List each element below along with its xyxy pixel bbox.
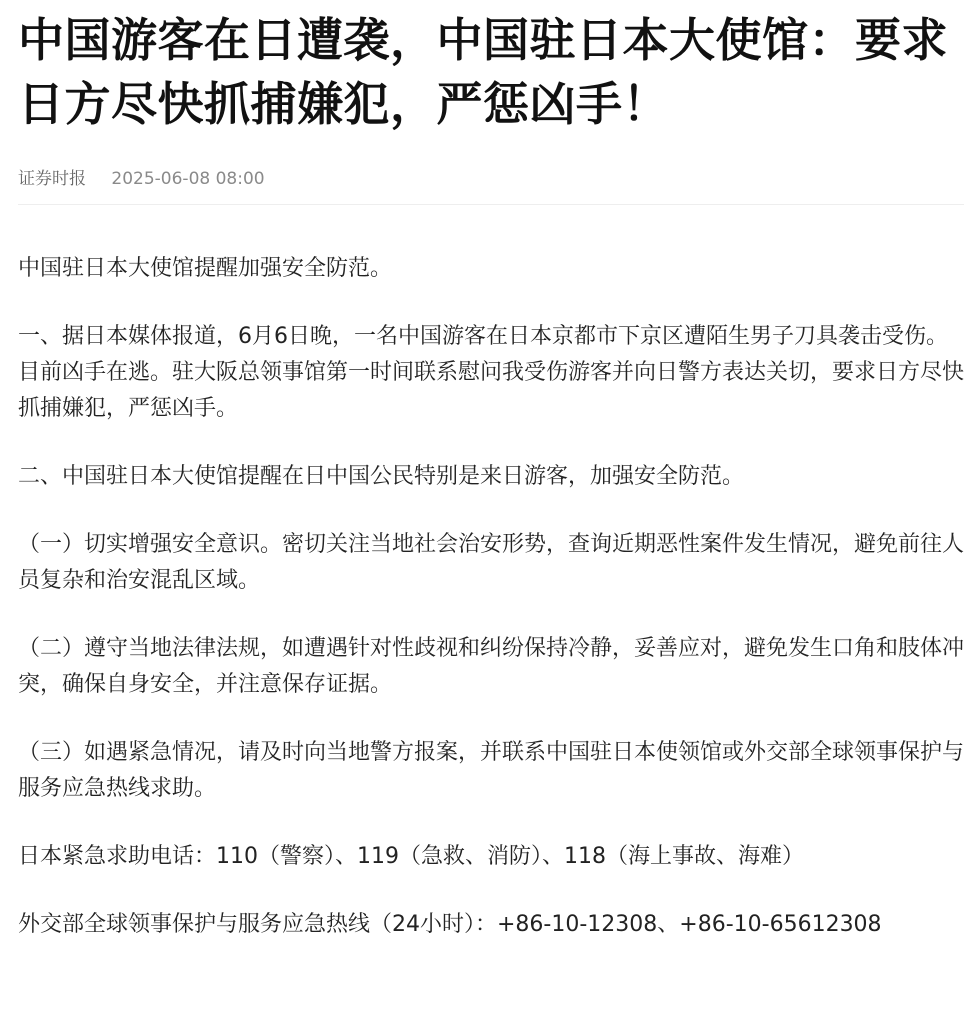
article-body [18, 251, 964, 943]
meta-divider [18, 204, 964, 205]
paragraph-incident: 一、据日本媒体报道，6月6日晚，一名中国游客在日本京都市下京区遭陌生男子刀具袭击受伤。目前凶手在逃。驻大阪总领事馆第一时间联系慰问我受伤游客并向日警方表达关切，要求日方尽快抓捕嫌犯，严惩凶手。 [18, 324, 965, 421]
paragraph-reminder: 二、中国驻日本大使馆提醒在日中国公民特别是来日游客，加强安全防范。 [18, 464, 745, 489]
paragraph-advice-2: （二）遵守当地法律法规，如遭遇针对性歧视和纠纷保持冷静，妥善应对，避免发生口角和肢体冲突，确保自身安全，并注意保存证据。 [18, 636, 965, 697]
article-title: 中国游客在日遭袭，中国驻日本大使馆：要求日方尽快抓捕嫌犯，严惩凶手！ [18, 13, 948, 131]
article-source[interactable]: 证券时报 [18, 169, 86, 189]
paragraph-advice-3: （三）如遇紧急情况，请及时向当地警方报案，并联系中国驻日本使领馆或外交部全球领事保护与服务应急热线求助。 [18, 740, 965, 801]
article-date: 2025-06-08 08:00 [111, 169, 265, 189]
paragraph-intro: 中国驻日本大使馆提醒加强安全防范。 [18, 256, 393, 281]
paragraph-advice-1: （一）切实增强安全意识。密切关注当地社会治安形势，查询近期恶性案件发生情况，避免前往人员复杂和治安混乱区域。 [18, 532, 965, 593]
paragraph-emergency-numbers: 日本紧急求助电话：110（警察）、119（急救、消防）、118（海上事故、海难） [18, 844, 804, 869]
article-meta [18, 168, 964, 190]
article [18, 0, 964, 975]
paragraph-hotline: 外交部全球领事保护与服务应急热线（24小时）：+86-10-12308、+86-10-65612308 [18, 912, 882, 937]
